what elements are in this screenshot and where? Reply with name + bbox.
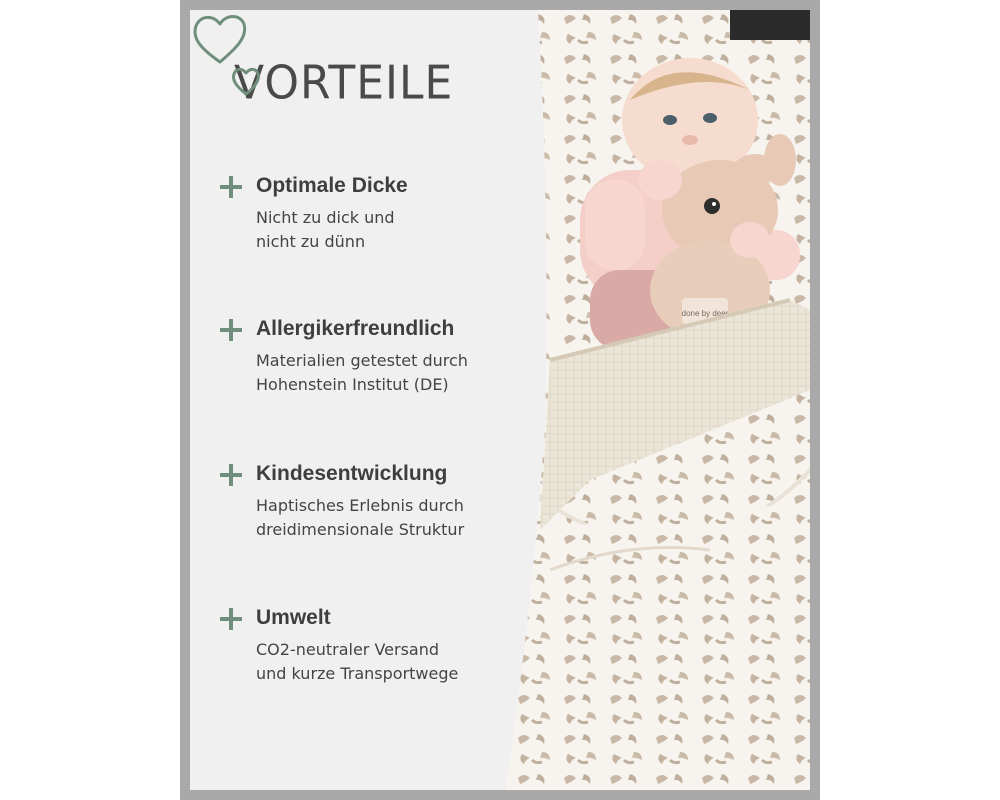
benefit-title: Allergikerfreundlich [256,317,455,340]
benefit-description-line: CO2-neutraler Versand [256,640,440,659]
hearts-icon [190,10,270,106]
benefit-description-line: Hohenstein Institut (DE) [256,375,449,394]
benefit-title: Optimale Dicke [256,174,408,197]
benefit-description-line: Nicht zu dick und [256,208,395,227]
benefit-description [256,494,464,542]
plus-icon [220,464,242,486]
plus-icon [220,319,242,341]
benefits-panel [190,10,550,790]
benefit-description-line: Haptisches Erlebnis durch [256,496,464,515]
benefit-title: Kindesentwicklung [256,462,448,485]
benefit-description-line: und kurze Transportwege [256,664,459,683]
benefit-description-line: nicht zu dünn [256,232,366,251]
plus-icon [220,608,242,630]
benefit-description [256,206,395,254]
benefit-title: Umwelt [256,606,331,629]
plus-icon [220,176,242,198]
benefit-description-line: Materialien getestet durch [256,351,468,370]
panel-title: VORTEILE [234,56,454,111]
toy-label: done by deer [681,309,729,318]
benefit-description-line: dreidimensionale Struktur [256,520,465,539]
benefit-description [256,638,458,686]
benefit-description [256,349,468,397]
